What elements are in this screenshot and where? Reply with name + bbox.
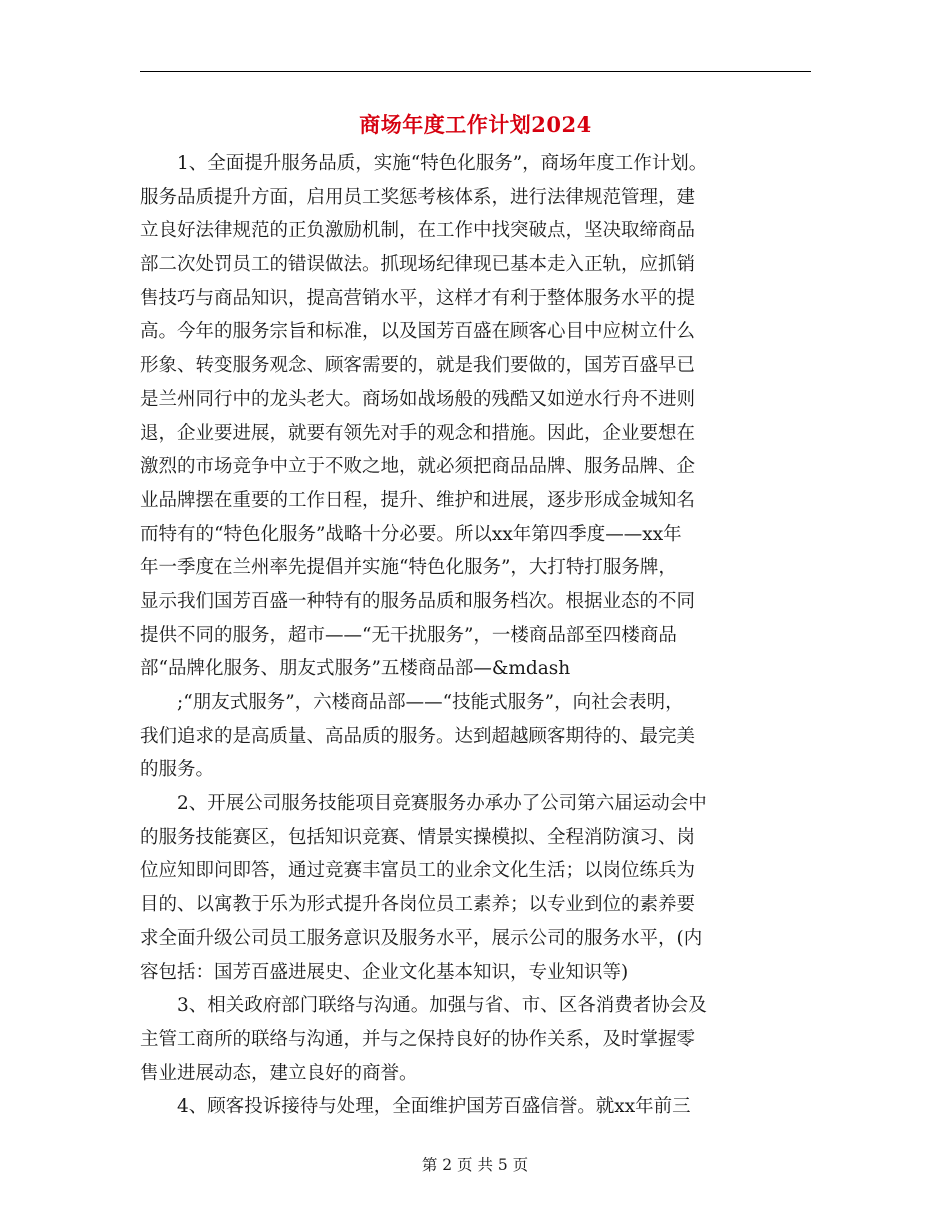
paragraph-1b-line: 我们追求的是高质量、高品质的服务。达到超越顾客期待的、最完美: [140, 725, 696, 747]
paragraph-1-line: 服务品质提升方面，启用员工奖惩考核体系，进行法律规范管理，建: [140, 186, 696, 208]
paragraph-2-line: 容包括：国芳百盛进展史、企业文化基本知识，专业知识等): [140, 961, 629, 983]
paragraph-1-line: 部二次处罚员工的错误做法。抓现场纪律现已基本走入正轨，应抓销: [140, 254, 696, 276]
paragraph-1-line: 1、全面提升服务品质，实施“特色化服务”，商场年度工作计划。: [177, 153, 708, 174]
paragraph-1-line: 激烈的市场竞争中立于不败之地，就必须把商品品牌、服务品牌、企: [140, 456, 696, 478]
paragraph-2-line: 目的、以寓教于乐为形式提升各岗位员工素养；以专业到位的素养要: [140, 894, 696, 916]
paragraph-1-line: 年一季度在兰州率先提倡并实施“特色化服务”，大打特打服务牌，: [140, 557, 677, 579]
paragraph-2-line: 位应知即问即答，通过竞赛丰富员工的业余文化生活；以岗位练兵为: [140, 860, 696, 882]
paragraph-1-line: 形象、转变服务观念、顾客需要的，就是我们要做的，国芳百盛早已: [140, 355, 696, 377]
page-number: 第 2 页 共 5 页: [421, 1156, 529, 1174]
document-body: [140, 147, 811, 1124]
document-title: 商场年度工作计划2024: [359, 112, 592, 137]
paragraph-3-line: 主管工商所的联络与沟通，并与之保持良好的协作关系，及时掌握零: [140, 1028, 696, 1050]
paragraph-1-line: 提供不同的服务，超市——“无干扰服务”，一楼商品部至四楼商品: [140, 624, 677, 646]
paragraph-1-line: 售技巧与商品知识，提高营销水平，这样才有利于整体服务水平的提: [140, 287, 696, 309]
paragraph-1-line: 高。今年的服务宗旨和标准，以及国芳百盛在顾客心目中应树立什么: [140, 321, 696, 343]
paragraph-2-line: 的服务技能赛区，包括知识竞赛、情景实操模拟、全程消防演习、岗: [140, 826, 696, 848]
paragraph-2-line: 2、开展公司服务技能项目竞赛服务办承办了公司第六届运动会中: [177, 793, 707, 815]
paragraph-3-line: 售业进展动态，建立良好的商誉。: [140, 1062, 418, 1084]
paragraph-2-line: 求全面升级公司员工服务意识及服务水平，展示公司的服务水平，(内: [140, 927, 703, 949]
paragraph-4-line: 4、顾客投诉接待与处理，全面维护国芳百盛信誉。就xx年前三: [177, 1096, 691, 1118]
paragraph-1-line: 是兰州同行中的龙头老大。商场如战场般的残酷又如逆水行舟不进则: [140, 388, 696, 410]
paragraph-1b-line: ;“朋友式服务”，六楼商品部——“技能式服务”，向社会表明，: [177, 692, 684, 713]
header-rule: [140, 71, 811, 72]
paragraph-1-line: 立良好法律规范的正负激励机制，在工作中找突破点，坚决取缔商品: [140, 220, 696, 242]
paragraph-1-line: 而特有的“特色化服务”战略十分必要。所以xx年第四季度——xx年: [140, 523, 682, 545]
paragraph-1b-line: 的服务。: [140, 759, 215, 781]
paragraph-3-line: 3、相关政府部门联络与沟通。加强与省、市、区各消费者协会及: [177, 995, 707, 1017]
paragraph-1-line: 退，企业要进展，就要有领先对手的观念和措施。因此，企业要想在: [140, 422, 696, 444]
paragraph-1-line: 业品牌摆在重要的工作日程，提升、维护和进展，逐步形成金城知名: [140, 489, 696, 511]
paragraph-1-line: 部“品牌化服务、朋友式服务”五楼商品部—&mdash: [140, 658, 571, 680]
paragraph-1-line: 显示我们国芳百盛一种特有的服务品质和服务档次。根据业态的不同: [140, 590, 696, 612]
